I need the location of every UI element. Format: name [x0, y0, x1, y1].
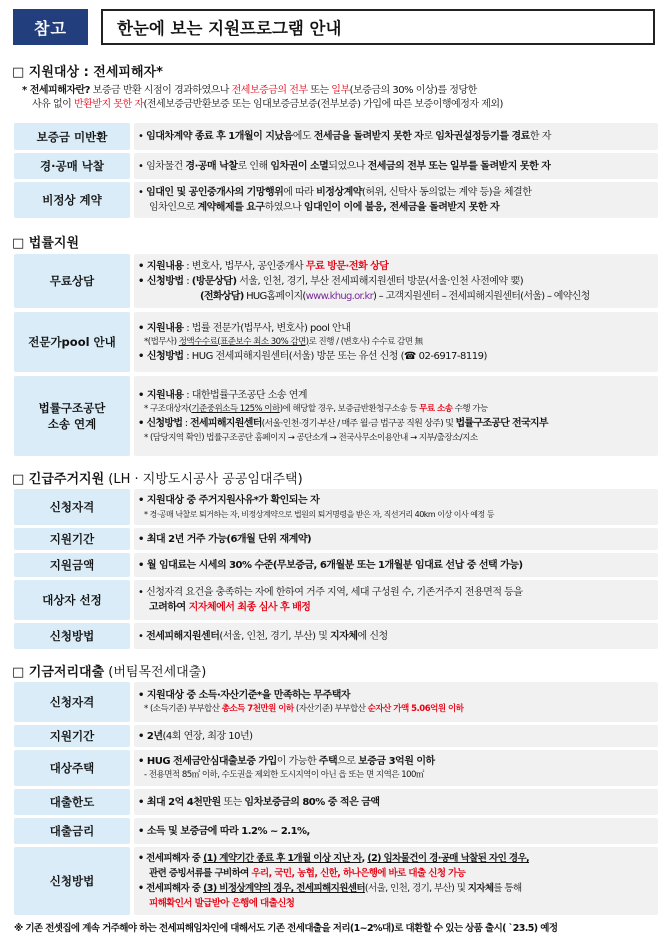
row-selection — [14, 580, 658, 620]
row-auction — [14, 153, 658, 179]
row-content: • 지원대상 중 소득·자산기준*을 만족하는 무주택자 * (소득기준) 부부합산 총소득 7천만원 이하 (자산기준) 부부합산 순자산 가액 5.06억원 이하 — [134, 682, 658, 722]
row-content: • 임차물건 경·공매 낙찰로 인해 임차권이 소멸되었으나 전세금의 전부 또는 일부를 돌려받지 못한 자 — [134, 153, 658, 179]
row-label: 신청자격 — [14, 489, 130, 525]
row-eligibility — [14, 489, 658, 525]
row-content: • 임대차계약 종료 후 1개월이 지났음에도 전세금을 돌려받지 못한 자로 임차권설정등기를 경료한 자 — [134, 123, 658, 150]
row-content: • 전세피해지원센터(서울, 인천, 경기, 부산) 및 지자체에 신청 — [134, 623, 658, 649]
row-label: 신청자격 — [14, 682, 130, 722]
row-label: 지원기간 — [14, 725, 130, 747]
row-content: • 최대 2억 4천만원 또는 임차보증금의 80% 중 적은 금액 — [134, 789, 658, 815]
row-label: 지원기간 — [14, 528, 130, 550]
row-label: 대상자 선정 — [14, 580, 130, 620]
page-title: 한눈에 보는 지원프로그램 안내 — [101, 9, 655, 45]
row-content: • 전세피해자 중 (1) 계약기간 종료 후 1개월 이상 지난 자, (2) 임차물건이 경·공매 낙찰된 자인 경우, 관련 증빙서류를 구비하여 우리, 국민, 농협, 신한, 하나은행에 바로 대출 신청 가능 • 전세피해자 중 (3) 비정상계약의 경우, 전세피해지원센터(서울, 인천, 경기, 부산) 및 지자체를 통해 피해확인서 발급받아 은행에 대출신청 — [134, 847, 658, 915]
row-label: 대출금리 — [14, 818, 130, 844]
section-title-legal: □ 법률지원 — [12, 236, 80, 251]
row-deposit-unreturned — [14, 123, 658, 150]
row-period — [14, 528, 658, 550]
row-content: • 지원내용 : 변호사, 법무사, 공인중개사 무료 방문·전화 상담 • 신청방법 : (방문상담) 서울, 인천, 경기, 부산 전세피해지원센터 방문(서울·인천 사전예약 要) (전화상담) HUG홈페이지(www.khug.or.kr) – 고객지원센터 – 전세피해지원센터(서울) – 예약신청 — [134, 254, 658, 308]
row-label: 대상주택 — [14, 750, 130, 786]
row-content: • 임대인 및 공인중개사의 기망행위에 따라 비정상계약(허위, 신탁사 동의없는 계약 등)을 체결한 임차인으로 계약해제를 요구하였으나 임대인이 이에 불응, 전세금을 돌려받지 못한 자 — [134, 182, 658, 218]
row-label: 보증금 미반환 — [14, 123, 130, 150]
section-title-emergency-housing: □ 긴급주거지원 (LH · 지방도시공사 공공임대주택) — [12, 472, 303, 487]
row-legal-aid — [14, 376, 658, 456]
row-application — [14, 623, 658, 649]
row-free-consult — [14, 254, 658, 308]
row-loan-limit — [14, 789, 658, 815]
row-expert-pool — [14, 312, 658, 372]
row-label: 무료상담 — [14, 254, 130, 308]
row-label: 전문가pool 안내 — [14, 312, 130, 372]
row-loan-period — [14, 725, 658, 747]
row-label: 신청방법 — [14, 847, 130, 915]
header — [13, 9, 655, 45]
row-label: 지원금액 — [14, 553, 130, 577]
row-content: • 지원내용 : 대한법률구조공단 소송 연계 * 구조대상자(기준중위소득 125% 이하)에 해당할 경우, 보증금반환청구소송 등 무료 소송 수행 가능 • 신청방법 : 전세피해지원센터(서울·인천·경기·부산 / 매주 월·금 법구공 직원 상주) 및 법률구조공단 전국지부 * (담당지역 확인) 법률구조공단 홈페이지 → 공단소개 → 전국사무소이용안내 → 지부/출장소/지소 — [134, 376, 658, 456]
row-content: • 2년(4회 연장, 최장 10년) — [134, 725, 658, 747]
row-content: • HUG 전세금안심대출보증 가입이 가능한 주택으로 보증금 3억원 이하 - 전용면적 85㎡ 이하, 수도권을 제외한 도시지역이 아닌 읍 또는 면 지역은 100㎡ — [134, 750, 658, 786]
row-abnormal-contract — [14, 182, 658, 218]
row-label: 대출한도 — [14, 789, 130, 815]
section-title-loan: □ 기금저리대출 (버팀목전세대출) — [12, 665, 207, 680]
row-label: 경·공매 낙찰 — [14, 153, 130, 179]
row-content: • 지원내용 : 법률 전문가(법무사, 변호사) pool 안내 *(법무사) 정액수수료(표준보수 최소 30% 감면)로 진행 / (변호사) 수수료 감면 無 • 신청방법 : HUG 전세피해지원센터(서울) 방문 또는 유선 신청 (☎ 02-6917-8119) — [134, 312, 658, 372]
row-loan-eligibility — [14, 682, 658, 722]
row-content: • 소득 및 보증금에 따라 1.2% ~ 2.1%, — [134, 818, 658, 844]
row-target-housing — [14, 750, 658, 786]
footer-note: ※ 기존 전셋집에 계속 거주해야 하는 전세피해임차인에 대해서도 기존 전세대출을 저리(1~2%대)로 대환할 수 있는 상품 출시( `23.5) 예정 — [14, 923, 558, 934]
row-content: • 지원대상 중 주거지원사유*가 확인되는 자 * 경·공매 낙찰로 퇴거하는 자, 비정상계약으로 법원의 퇴거명령을 받은 자, 직선거리 40km 이상 이사 예정 등 — [134, 489, 658, 525]
row-content: • 월 임대료는 시세의 30% 수준(무보증금, 6개월분 또는 1개월분 임대료 선납 중 선택 가능) — [134, 553, 658, 577]
victim-definition-note: * 전세피해자란? 보증금 반환 시점이 경과하였으나 전세보증금의 전부 또는 일부(보증금의 30% 이상)를 정당한 사유 없이 반환받지 못한 자(전세보증금반환보증 또는 임대보증금보증(전부보증) 가입에 따른 보증이행예정자 제외) — [22, 85, 503, 110]
row-content: • 최대 2년 거주 가능(6개월 단위 재계약) — [134, 528, 658, 550]
header-tag: 참고 — [13, 9, 88, 45]
row-label: 신청방법 — [14, 623, 130, 649]
row-amount — [14, 553, 658, 577]
section-title-eligibility: □ 지원대상 : 전세피해자* — [12, 65, 163, 80]
row-content: • 신청자격 요건을 충족하는 자에 한하여 거주 지역, 세대 구성원 수, 기존거주지 전용면적 등을 고려하여 지자체에서 최종 심사 후 배정 — [134, 580, 658, 620]
row-label: 법률구조공단 소송 연계 — [14, 376, 130, 456]
row-label: 비정상 계약 — [14, 182, 130, 218]
row-interest-rate — [14, 818, 658, 844]
row-loan-application — [14, 847, 658, 915]
